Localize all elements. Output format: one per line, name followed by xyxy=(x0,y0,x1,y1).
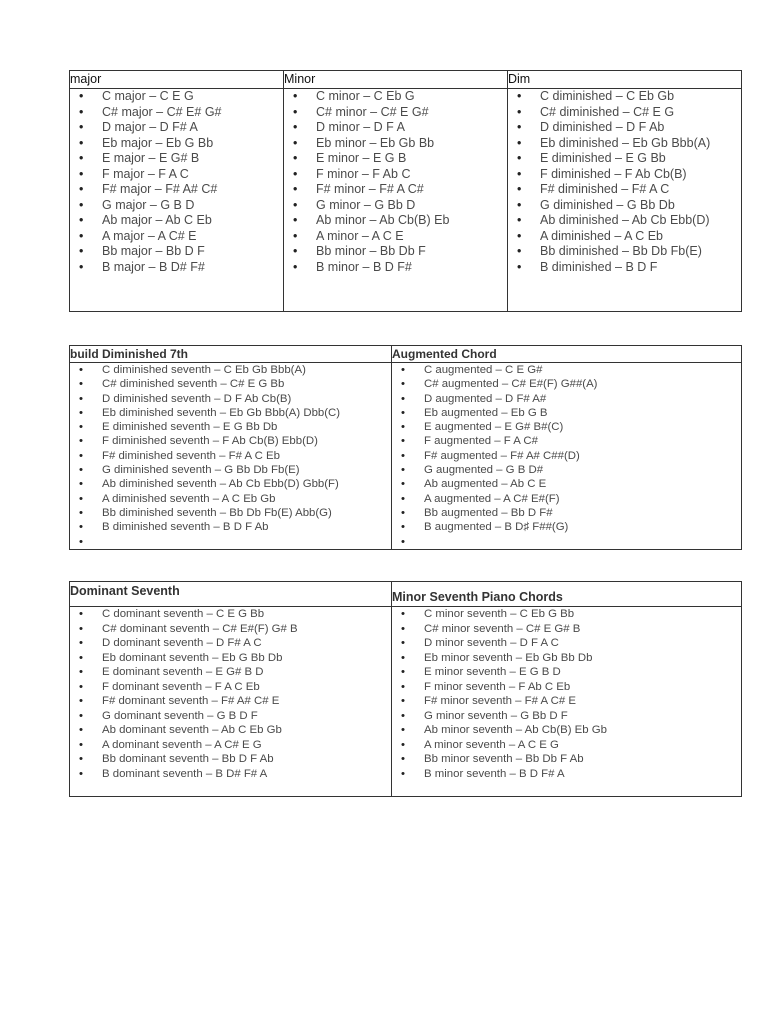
chord-list-item xyxy=(70,213,283,229)
chord-list-item xyxy=(392,406,741,420)
chord-list-item xyxy=(70,463,391,477)
bullet-icon: • xyxy=(79,709,83,722)
bullet-icon: • xyxy=(79,89,84,103)
chord-list-item-text: A minor – A C E xyxy=(316,228,404,243)
chord-list-item-text: A minor seventh – A C E G xyxy=(424,738,559,751)
chord-list-item-text: Ab augmented – Ab C E xyxy=(424,478,547,491)
chord-list-item xyxy=(70,723,391,738)
chord-list-item-text: D major – D F# A xyxy=(102,120,198,134)
bullet-icon: • xyxy=(79,135,84,150)
dim7-cell xyxy=(70,363,392,550)
bullet-icon: • xyxy=(79,608,83,620)
bullet-icon: • xyxy=(79,364,83,376)
chord-list-item-text: B major – B D# F# xyxy=(102,259,205,274)
chord-list-item xyxy=(392,665,741,680)
chord-list-item xyxy=(70,120,283,136)
seventh-chords-table xyxy=(69,581,742,797)
bullet-icon: • xyxy=(293,228,298,243)
chord-list-item-text: E major – E G# B xyxy=(102,151,200,165)
bullet-icon: • xyxy=(79,767,83,780)
bullet-icon: • xyxy=(401,709,405,722)
triad-chords-table xyxy=(69,70,742,312)
chord-list-item-text: E dominant seventh – E G# B D xyxy=(102,666,264,678)
bullet-icon: • xyxy=(79,259,84,274)
chord-list-item xyxy=(70,105,283,121)
chord-list-item xyxy=(70,767,391,782)
chord-list-item xyxy=(70,607,391,622)
chord-list-item xyxy=(392,709,741,724)
bullet-icon: • xyxy=(517,213,522,227)
bullet-icon: • xyxy=(79,213,84,227)
bullet-icon: • xyxy=(517,151,522,165)
chord-list-item xyxy=(508,213,741,229)
chord-list-item-text: Bb augmented – Bb D F# xyxy=(424,506,553,519)
chord-list-item-text: A diminished seventh – A C Eb Gb xyxy=(102,492,276,505)
bullet-icon: • xyxy=(517,135,522,150)
chord-list-item-text: Bb minor seventh – Bb Db F Ab xyxy=(424,753,584,765)
chord-list-item xyxy=(284,120,507,136)
chord-list-item xyxy=(508,89,741,105)
chord-list-item xyxy=(508,182,741,198)
chord-list-item xyxy=(508,229,741,245)
chord-list-item xyxy=(392,506,741,520)
chord-list-item xyxy=(70,89,283,105)
chord-list-item xyxy=(70,449,391,463)
chord-list-item-text: Eb minor – Eb Gb Bb xyxy=(316,135,435,150)
bullet-icon: • xyxy=(79,151,84,165)
dim7-augmented-table xyxy=(69,345,742,550)
chord-list-item xyxy=(392,492,741,506)
chord-list-item-text: C# diminished seventh – C# E G Bb xyxy=(102,378,285,391)
bullet-icon: • xyxy=(401,506,405,519)
chord-list-item-text: Ab diminished – Ab Cb Ebb(D) xyxy=(540,213,710,227)
dim-chord-list xyxy=(508,89,741,275)
chord-list-item-text: B minor seventh – B D F# A xyxy=(424,767,565,780)
chord-list-item xyxy=(284,182,507,198)
bullet-icon: • xyxy=(293,166,298,181)
bullet-icon: • xyxy=(79,182,84,196)
bullet-icon: • xyxy=(79,492,83,505)
chord-list-item xyxy=(284,105,507,121)
minor-seventh-label: Minor Seventh Piano Chords xyxy=(392,590,563,604)
chord-list-item xyxy=(70,392,391,406)
bullet-icon: • xyxy=(79,506,83,519)
chord-list-item-text: Ab dominant seventh – Ab C Eb Gb xyxy=(102,724,282,736)
chord-list-item-text: A dominant seventh – A C# E G xyxy=(102,738,262,751)
bullet-icon: • xyxy=(79,166,84,181)
chord-list-item xyxy=(70,406,391,420)
chord-list-item-text: F# diminished – F# A C xyxy=(540,182,670,196)
dim7-chord-list xyxy=(70,363,391,549)
chord-list-item xyxy=(70,622,391,637)
chord-list-item xyxy=(392,636,741,651)
bullet-icon: • xyxy=(79,244,84,258)
chord-list-item-text: Ab minor – Ab Cb(B) Eb xyxy=(316,213,450,227)
chord-list-item-text: C diminished seventh – C Eb Gb Bbb(A) xyxy=(102,364,306,376)
minor-seventh-chord-list xyxy=(392,607,741,781)
chord-list-item xyxy=(70,738,391,753)
bullet-icon: • xyxy=(401,492,405,505)
chord-list-item-text: F# dominant seventh – F# A# C# E xyxy=(102,695,280,707)
chord-list-item xyxy=(392,477,741,491)
chord-list-item-text: A major – A C# E xyxy=(102,228,197,243)
chord-list-item-text: G augmented – G B D# xyxy=(424,464,544,477)
chord-list-item xyxy=(508,167,741,183)
chord-list-item-text: B diminished – B D F xyxy=(540,259,658,274)
bullet-icon: • xyxy=(79,695,83,707)
bullet-icon: • xyxy=(79,197,84,212)
chord-list-item xyxy=(284,167,507,183)
chord-list-item xyxy=(70,244,283,260)
chord-list-item xyxy=(392,434,741,448)
chord-list-item xyxy=(392,680,741,695)
chord-list-item xyxy=(508,244,741,260)
chord-list-item-text: G diminished – G Bb Db xyxy=(540,197,675,212)
bullet-icon: • xyxy=(401,695,405,707)
minor-chord-list xyxy=(284,89,507,275)
bullet-icon: • xyxy=(79,637,83,649)
chord-list-item-text: F major – F A C xyxy=(102,166,189,181)
chord-list-item xyxy=(392,767,741,782)
bullet-icon: • xyxy=(517,259,522,274)
chord-list-item-text: B dominant seventh – B D# F# A xyxy=(102,767,268,780)
chord-list-item-text: C minor seventh – C Eb G Bb xyxy=(424,608,575,620)
chord-list-item xyxy=(70,420,391,434)
dim-cell xyxy=(508,89,742,312)
bullet-icon: • xyxy=(293,213,298,227)
bullet-icon: • xyxy=(401,608,405,620)
chord-list-item-text: F minor seventh – F Ab C Eb xyxy=(424,680,571,693)
bullet-icon: • xyxy=(293,120,298,134)
chord-list-item-text: Eb major – Eb G Bb xyxy=(102,135,214,150)
augmented-header: Augmented Chord xyxy=(392,346,742,363)
chord-list-item-text: A diminished – A C Eb xyxy=(540,228,663,243)
chord-list-item xyxy=(392,420,741,434)
chord-list-item xyxy=(508,105,741,121)
chord-list-item-text: C major – C E G xyxy=(102,89,194,103)
chord-list-item xyxy=(70,477,391,491)
chord-list-item xyxy=(70,182,283,198)
chord-list-item-text: D augmented – D F# A# xyxy=(424,392,547,405)
chord-list-item-text: F augmented – F A C# xyxy=(424,435,538,448)
chord-list-item-text: C# minor – C# E G# xyxy=(316,104,429,119)
chord-list-item xyxy=(284,244,507,260)
chord-list-item-text: G diminished seventh – G Bb Db Fb(E) xyxy=(102,464,300,477)
chord-list-item xyxy=(508,136,741,152)
minor-seventh-cell xyxy=(392,607,742,797)
chord-list-item-text: D minor – D F A xyxy=(316,120,405,134)
bullet-icon: • xyxy=(79,435,83,448)
bullet-icon: • xyxy=(401,651,405,664)
chord-list-item xyxy=(70,752,391,767)
chord-list-item xyxy=(284,198,507,214)
bullet-icon: • xyxy=(79,120,84,134)
bullet-icon: • xyxy=(79,228,84,243)
chord-list-item-text: Ab minor seventh – Ab Cb(B) Eb Gb xyxy=(424,724,607,736)
bullet-icon: • xyxy=(79,378,83,391)
chord-list-item-text: G minor seventh – G Bb D F xyxy=(424,709,568,722)
chord-list-item xyxy=(284,151,507,167)
chord-list-item-text: Bb minor – Bb Db F xyxy=(316,244,426,258)
bullet-icon: • xyxy=(401,364,405,376)
bullet-icon: • xyxy=(401,622,405,635)
chord-list-item xyxy=(284,229,507,245)
bullet-icon: • xyxy=(79,478,83,491)
chord-list-item-text: F diminished seventh – F Ab Cb(B) Ebb(D) xyxy=(102,435,318,448)
bullet-icon: • xyxy=(401,464,405,477)
major-header: major xyxy=(70,71,284,89)
chord-list-item-text: G dominant seventh – G B D F xyxy=(102,709,258,722)
chord-list-item xyxy=(70,151,283,167)
major-cell xyxy=(70,89,284,312)
bullet-icon: • xyxy=(401,421,405,434)
chord-list-item xyxy=(70,136,283,152)
chord-list-item xyxy=(392,622,741,637)
chord-list-item-text: Ab major – Ab C Eb xyxy=(102,213,212,227)
chord-list-item-text: F# minor – F# A C# xyxy=(316,182,424,196)
chord-list-item xyxy=(508,260,741,276)
chord-list-item xyxy=(70,665,391,680)
chord-list-item-text: B diminished seventh – B D F Ab xyxy=(102,521,269,534)
bullet-icon: • xyxy=(79,406,83,419)
chord-list-item-text: C diminished – C Eb Gb xyxy=(540,89,675,103)
chord-list-item-text: C# diminished – C# E G xyxy=(540,104,675,119)
bullet-icon: • xyxy=(79,651,83,664)
bullet-icon: • xyxy=(517,104,522,119)
bullet-icon: • xyxy=(517,244,522,258)
chord-list-item-text: Bb diminished – Bb Db Fb(E) xyxy=(540,244,702,258)
chord-list-item xyxy=(70,506,391,520)
chord-list-item xyxy=(392,535,741,549)
chord-list-item xyxy=(70,260,283,276)
chord-list-item-text: Eb diminished seventh – Eb Gb Bbb(A) Dbb(C) xyxy=(102,406,341,419)
chord-list-item-text: C dominant seventh – C E G Bb xyxy=(102,608,265,620)
minor-seventh-header xyxy=(392,582,742,607)
chord-list-item-text: Eb diminished – Eb Gb Bbb(A) xyxy=(540,135,711,150)
chord-list-item-text: Ab diminished seventh – Ab Cb Ebb(D) Gbb(F) xyxy=(102,478,339,491)
chord-list-item xyxy=(70,377,391,391)
chord-list-item-text: E augmented – E G# B#(C) xyxy=(424,421,564,434)
bullet-icon: • xyxy=(79,724,83,736)
bullet-icon: • xyxy=(401,767,405,780)
chord-list-item-text: B augmented – B D♯ F##(G) xyxy=(424,521,569,534)
bullet-icon: • xyxy=(401,435,405,448)
chord-list-item-text: D dominant seventh – D F# A C xyxy=(102,637,262,649)
chord-list-item xyxy=(508,151,741,167)
minor-cell xyxy=(284,89,508,312)
chord-list-item xyxy=(284,213,507,229)
chord-list-item-text: F minor – F Ab C xyxy=(316,166,411,181)
chord-list-item xyxy=(392,738,741,753)
chord-list-item-text: Bb major – Bb D F xyxy=(102,244,205,258)
chord-list-item-text: G major – G B D xyxy=(102,197,195,212)
chord-list-item xyxy=(70,434,391,448)
bullet-icon: • xyxy=(293,104,298,119)
chord-list-item xyxy=(508,198,741,214)
bullet-icon: • xyxy=(401,478,405,491)
chord-list-item-text: E minor seventh – E G B D xyxy=(424,666,561,678)
chord-list-item-text: F# diminished seventh – F# A C Eb xyxy=(102,449,280,462)
bullet-icon: • xyxy=(401,724,405,736)
major-chord-list xyxy=(70,89,283,275)
bullet-icon: • xyxy=(79,622,83,635)
chord-list-item xyxy=(392,723,741,738)
chord-list-item-text: D diminished – D F Ab xyxy=(540,120,665,134)
chord-list-item xyxy=(392,520,741,534)
bullet-icon: • xyxy=(401,392,405,405)
bullet-icon: • xyxy=(79,535,83,548)
chord-list-item xyxy=(70,651,391,666)
chord-list-item-text: C# dominant seventh – C# E#(F) G# B xyxy=(102,622,298,635)
chord-list-item-text: C# augmented – C# E#(F) G##(A) xyxy=(424,378,598,391)
chord-list-item xyxy=(70,198,283,214)
chord-list-item xyxy=(70,535,391,549)
dim-header: Dim xyxy=(508,71,742,89)
chord-list-item-text: F# minor seventh – F# A C# E xyxy=(424,695,576,707)
bullet-icon: • xyxy=(401,449,405,462)
chord-list-item-text: C augmented – C E G# xyxy=(424,364,543,376)
chord-list-item-text: C# major – C# E# G# xyxy=(102,104,222,119)
chord-list-item-text: E minor – E G B xyxy=(316,151,407,165)
bullet-icon: • xyxy=(293,151,298,165)
chord-list-item-text: Bb diminished seventh – Bb Db Fb(E) Abb(G) xyxy=(102,506,332,519)
dominant-seventh-label: Dominant Seventh xyxy=(70,584,180,598)
dominant-seventh-cell xyxy=(70,607,392,797)
bullet-icon: • xyxy=(293,182,298,196)
chord-list-item-text: Bb dominant seventh – Bb D F Ab xyxy=(102,753,274,765)
minor-header: Minor xyxy=(284,71,508,89)
bullet-icon: • xyxy=(401,666,405,678)
chord-list-item-text: Eb augmented – Eb G B xyxy=(424,406,548,419)
chord-list-item-text: A augmented – A C# E#(F) xyxy=(424,492,560,505)
chord-list-item-text: D diminished seventh – D F Ab Cb(B) xyxy=(102,392,292,405)
bullet-icon: • xyxy=(401,680,405,693)
bullet-icon: • xyxy=(401,406,405,419)
chord-list-item xyxy=(70,636,391,651)
chord-list-item xyxy=(392,377,741,391)
bullet-icon: • xyxy=(517,166,522,181)
chord-list-item xyxy=(392,363,741,377)
chord-list-item xyxy=(508,120,741,136)
chord-list-item xyxy=(70,167,283,183)
bullet-icon: • xyxy=(79,666,83,678)
augmented-chord-list xyxy=(392,363,741,549)
chord-list-item-text: Eb minor seventh – Eb Gb Bb Db xyxy=(424,651,593,664)
chord-list-item xyxy=(70,680,391,695)
chord-list-item-text: D minor seventh – D F A C xyxy=(424,637,559,649)
chord-list-item-text: C# minor seventh – C# E G# B xyxy=(424,622,581,635)
chord-list-item xyxy=(70,492,391,506)
bullet-icon: • xyxy=(517,120,522,134)
bullet-icon: • xyxy=(517,197,522,212)
bullet-icon: • xyxy=(517,228,522,243)
chord-list-item xyxy=(392,449,741,463)
bullet-icon: • xyxy=(401,637,405,649)
bullet-icon: • xyxy=(79,521,83,534)
bullet-icon: • xyxy=(517,89,522,103)
bullet-icon: • xyxy=(79,738,83,751)
bullet-icon: • xyxy=(293,259,298,274)
bullet-icon: • xyxy=(517,182,522,196)
chord-list-item xyxy=(70,709,391,724)
bullet-icon: • xyxy=(79,753,83,765)
dominant-seventh-chord-list xyxy=(70,607,391,781)
chord-list-item xyxy=(392,392,741,406)
bullet-icon: • xyxy=(401,521,405,534)
chord-list-item-text: F# major – F# A# C# xyxy=(102,182,218,196)
chord-list-item xyxy=(70,363,391,377)
chord-list-item xyxy=(284,260,507,276)
chord-list-item xyxy=(70,694,391,709)
chord-list-item-text: F diminished – F Ab Cb(B) xyxy=(540,166,687,181)
chord-list-item xyxy=(284,136,507,152)
chord-list-item xyxy=(392,752,741,767)
chord-list-item-text: E diminished seventh – E G Bb Db xyxy=(102,421,278,434)
bullet-icon: • xyxy=(293,244,298,258)
dominant-seventh-header xyxy=(70,582,392,607)
bullet-icon: • xyxy=(293,135,298,150)
bullet-icon: • xyxy=(401,378,405,391)
chord-list-item xyxy=(70,520,391,534)
chord-list-item-text: F dominant seventh – F A C Eb xyxy=(102,680,260,693)
chord-list-item-text: F# augmented – F# A# C##(D) xyxy=(424,449,580,462)
bullet-icon: • xyxy=(401,738,405,751)
chord-list-item-text: Eb dominant seventh – Eb G Bb Db xyxy=(102,651,283,664)
bullet-icon: • xyxy=(79,104,84,119)
chord-list-item xyxy=(392,607,741,622)
chord-list-item-text: B minor – B D F# xyxy=(316,259,412,274)
chord-list-item xyxy=(392,694,741,709)
chord-list-item-text: E diminished – E G Bb xyxy=(540,151,666,165)
chord-list-item xyxy=(284,89,507,105)
bullet-icon: • xyxy=(79,464,83,477)
bullet-icon: • xyxy=(79,392,83,405)
bullet-icon: • xyxy=(79,421,83,434)
chord-list-item xyxy=(392,463,741,477)
chord-list-item xyxy=(392,651,741,666)
bullet-icon: • xyxy=(79,680,83,693)
augmented-cell xyxy=(392,363,742,550)
bullet-icon: • xyxy=(293,197,298,212)
bullet-icon: • xyxy=(293,89,298,103)
bullet-icon: • xyxy=(401,535,405,548)
chord-list-item xyxy=(70,229,283,245)
dim7-header: build Diminished 7th xyxy=(70,346,392,363)
chord-list-item-text: G minor – G Bb D xyxy=(316,197,416,212)
bullet-icon: • xyxy=(79,449,83,462)
chord-list-item-text: C minor – C Eb G xyxy=(316,89,415,103)
bullet-icon: • xyxy=(401,753,405,765)
